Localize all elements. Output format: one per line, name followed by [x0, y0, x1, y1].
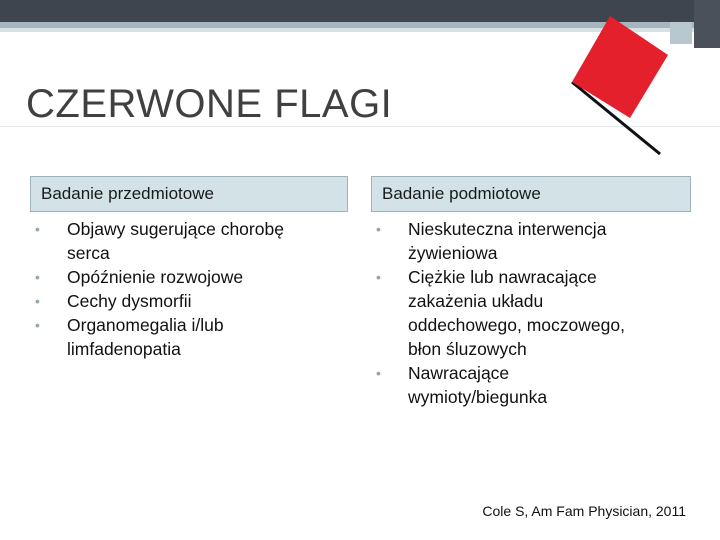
left-column-heading: Badanie przedmiotowe: [30, 176, 348, 212]
list-item-line: limfadenopatia: [67, 339, 181, 359]
list-item: [30, 289, 350, 313]
list-item-line: zakażenia układu: [408, 291, 544, 311]
bullet-icon: •: [376, 221, 381, 237]
bullet-icon: •: [376, 365, 381, 381]
red-flag-icon: [560, 10, 670, 160]
list-item-line: oddechowego, moczowego,: [408, 315, 625, 335]
list-item: [371, 265, 691, 361]
corner-decor-square: [670, 22, 692, 44]
list-item-line: wymioty/biegunka: [408, 387, 548, 407]
list-item-line: Cechy dysmorfii: [67, 291, 192, 311]
list-item-line: serca: [67, 243, 110, 263]
list-item-line: Opóźnienie rozwojowe: [67, 267, 244, 287]
corner-decor-block: [694, 0, 720, 48]
list-item: [30, 265, 350, 289]
list-item-line: Ciężkie lub nawracające: [408, 267, 597, 287]
bullet-icon: •: [35, 221, 40, 237]
list-item: [30, 313, 350, 361]
right-bullet-list: [371, 217, 691, 409]
flag-cloth: [572, 16, 668, 118]
list-item: [371, 361, 691, 409]
list-item-line: Nieskuteczna interwencja: [408, 219, 607, 239]
bullet-icon: •: [35, 269, 40, 285]
slide-title: CZERWONE FLAGI: [26, 82, 393, 126]
right-column-heading: Badanie podmiotowe: [371, 176, 691, 212]
list-item-line: Nawracające: [408, 363, 510, 383]
list-item-line: Organomegalia i/lub: [67, 315, 224, 335]
list-item-line: błon śluzowych: [408, 339, 527, 359]
list-item: [30, 217, 350, 265]
list-item: [371, 217, 691, 265]
list-item-line: Objawy sugerujące chorobę: [67, 219, 284, 239]
bullet-icon: •: [376, 269, 381, 285]
list-item-line: żywieniowa: [408, 243, 498, 263]
bullet-icon: •: [35, 293, 40, 309]
bullet-icon: •: [35, 317, 40, 333]
citation-text: Cole S, Am Fam Physician, 2011: [482, 503, 686, 519]
left-bullet-list: [30, 217, 350, 361]
